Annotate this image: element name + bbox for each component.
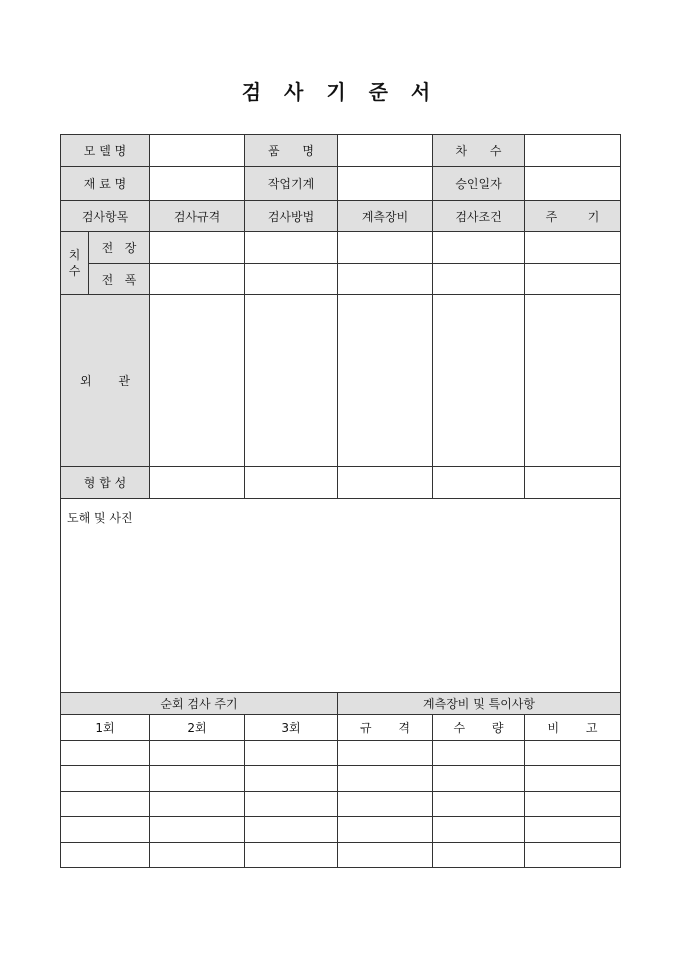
fit-method-cell[interactable] [245,467,338,499]
appearance-method-cell[interactable] [245,295,338,467]
column-header-row [61,201,621,232]
col-header-condition: 검사조건 [433,201,525,232]
photo-row [61,499,621,693]
width-equipment-cell[interactable] [338,264,433,295]
appearance-row [61,295,621,467]
entry-cell[interactable] [245,792,338,817]
entry-cell[interactable] [61,843,150,868]
dimension-length-row [61,232,621,264]
length-equipment-cell[interactable] [338,232,433,264]
material-label: 재 료 명 [61,167,150,201]
entry-cell[interactable] [433,843,525,868]
model-value-cell[interactable] [150,135,245,167]
entry-cell[interactable] [338,766,433,792]
product-label: 품 명 [245,135,338,167]
entry-cell[interactable] [150,766,245,792]
entry-cell[interactable] [433,766,525,792]
width-cycle-cell[interactable] [525,264,621,295]
entry-cell[interactable] [433,741,525,766]
appearance-equipment-cell[interactable] [338,295,433,467]
patrol-col-1: 1회 [61,715,150,741]
bottom-section-title-row [61,693,621,715]
entry-cell[interactable] [338,817,433,843]
col-header-cycle: 주 기 [525,201,621,232]
length-spec-cell[interactable] [150,232,245,264]
width-spec-cell[interactable] [150,264,245,295]
entry-cell[interactable] [525,792,621,817]
photo-label: 도해 및 사진 [67,511,133,525]
col-header-spec: 검사규격 [150,201,245,232]
approval-date-label: 승인일자 [433,167,525,201]
entry-cell[interactable] [245,843,338,868]
fit-spec-cell[interactable] [150,467,245,499]
bottom-subheader-row [61,715,621,741]
appearance-label: 외 관 [61,295,150,467]
entry-cell[interactable] [433,817,525,843]
entry-row [61,817,621,843]
entry-cell[interactable] [245,766,338,792]
entry-cell[interactable] [338,792,433,817]
dimension-group-label [61,232,89,295]
patrol-col-2: 2회 [150,715,245,741]
equipment-col-qty: 수 량 [433,715,525,741]
entry-cell[interactable] [525,817,621,843]
entry-cell[interactable] [338,843,433,868]
model-label: 모 델 명 [61,135,150,167]
entry-cell[interactable] [61,817,150,843]
fit-label: 형 합 성 [61,467,150,499]
entry-row [61,741,621,766]
equipment-col-spec: 규 격 [338,715,433,741]
entry-cell[interactable] [525,741,621,766]
length-method-cell[interactable] [245,232,338,264]
entry-cell[interactable] [61,792,150,817]
entry-cell[interactable] [525,843,621,868]
length-label: 전 장 [89,232,150,264]
header-row-1 [61,135,621,167]
entry-row [61,792,621,817]
entry-cell[interactable] [433,792,525,817]
approval-date-value-cell[interactable] [525,167,621,201]
photo-area[interactable] [61,499,621,693]
dimension-char-2: 수 [68,264,81,278]
entry-row [61,766,621,792]
header-row-2 [61,167,621,201]
entry-cell[interactable] [338,741,433,766]
material-value-cell[interactable] [150,167,245,201]
entry-cell[interactable] [61,741,150,766]
inspection-standard-form [60,134,621,868]
entry-cell[interactable] [150,817,245,843]
entry-cell[interactable] [245,817,338,843]
fit-row [61,467,621,499]
width-condition-cell[interactable] [433,264,525,295]
col-header-equipment: 계측장비 [338,201,433,232]
entry-cell[interactable] [150,741,245,766]
col-header-method: 검사방법 [245,201,338,232]
entry-cell[interactable] [150,843,245,868]
entry-cell[interactable] [245,741,338,766]
entry-row [61,843,621,868]
width-method-cell[interactable] [245,264,338,295]
entry-cell[interactable] [61,766,150,792]
length-condition-cell[interactable] [433,232,525,264]
entry-cell[interactable] [150,792,245,817]
equipment-col-remarks: 비 고 [525,715,621,741]
patrol-inspection-title: 순회 검사 주기 [61,693,338,715]
appearance-condition-cell[interactable] [433,295,525,467]
width-label: 전 폭 [89,264,150,295]
entry-cell[interactable] [525,766,621,792]
dimension-char-1: 치 [68,248,81,262]
patrol-col-3: 3회 [245,715,338,741]
fit-equipment-cell[interactable] [338,467,433,499]
dimension-width-row [61,264,621,295]
equipment-notes-title: 계측장비 및 특이사항 [338,693,621,715]
fit-condition-cell[interactable] [433,467,525,499]
product-value-cell[interactable] [338,135,433,167]
revision-value-cell[interactable] [525,135,621,167]
appearance-cycle-cell[interactable] [525,295,621,467]
fit-cycle-cell[interactable] [525,467,621,499]
revision-label: 차 수 [433,135,525,167]
col-header-item: 검사항목 [61,201,150,232]
machine-label: 작업기계 [245,167,338,201]
appearance-spec-cell[interactable] [150,295,245,467]
length-cycle-cell[interactable] [525,232,621,264]
machine-value-cell[interactable] [338,167,433,201]
document-title: 검 사 기 준 서 [241,80,439,104]
